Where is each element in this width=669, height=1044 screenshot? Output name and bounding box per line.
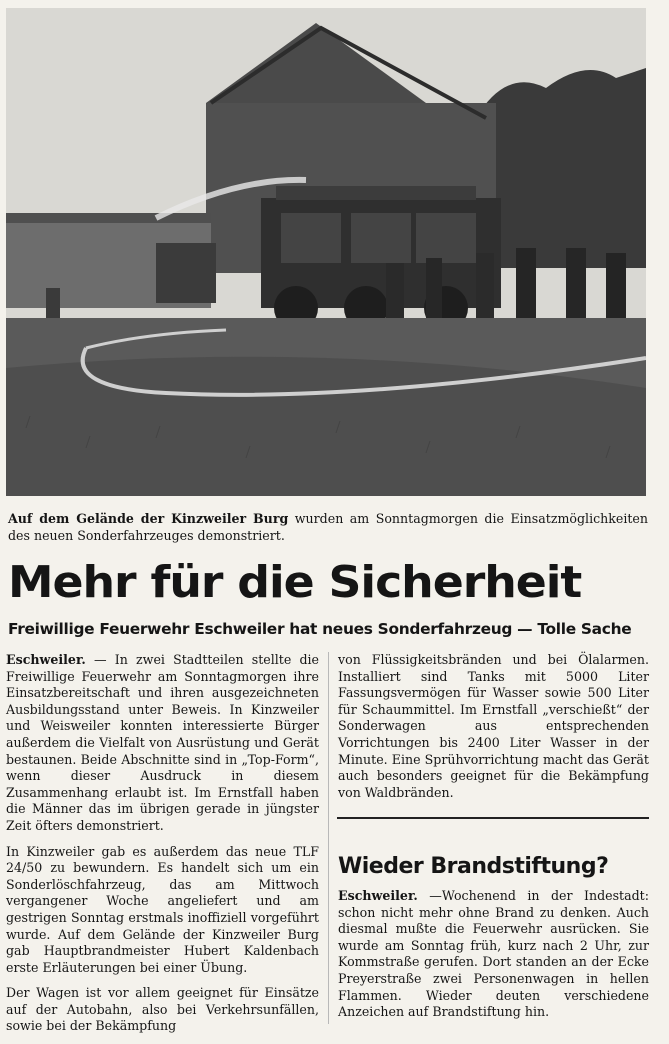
- caption-text: wurden am Sonntagmorgen die Einsatzmöglichkeiten des neuen Sonderfahrzeuges demonstriert.: [8, 511, 648, 543]
- article-photo: [6, 8, 646, 496]
- article-dateline: Eschweiler.: [6, 652, 86, 667]
- article-paragraph: In Kinzweiler gab es außerdem das neue TLF 24/50 zu bewundern. Es handelt sich um ein Sonderlöschfahrzeug, das am Mittwoch vergangener Woche angeliefert und am gestrigen Sonntag erstmals inoffiziell vorgeführt wurde. Auf dem Gelände der Kinzweiler Burg gab Hauptbrandmeister Hubert Kaldenbach erste Erläuterungen bei einer Übung.: [6, 843, 319, 975]
- article-paragraph: von Flüssigkeitsbränden und bei Ölalarmen. Installiert sind Tanks mit 5000 Liter Fassungsvermögen für Wasser sowie 500 Liter für Schaummittel. Im Ernstfall „verschießt“ der Sonderwagen aus entsprechenden Vorrichtungen bis 2400 Liter Wasser in der Minute. Eine Sprühvorrichtung macht das Gerät auch besonders geeignet für die Bekämpfung von Waldbränden.: [338, 652, 649, 800]
- article-column-right: [338, 652, 649, 810]
- sidebar-text: —Wochenend in der Indestadt: schon nicht mehr ohne Brand zu denken. Auch diesmal mußte die Feuerwehr ausrücken. Sie wurde am Sonntag früh, kurz nach 2 Uhr, zur Kommstraße gerufen. Dort standen an der Ecke Preyerstraße zwei Personenwagen in hellen Flammen. Wieder deuten verschiedene Anzeichen auf Brandstiftung hin.: [338, 888, 649, 1020]
- article-headline: Mehr für die Sicherheit: [8, 557, 582, 608]
- article-paragraph: Der Wagen ist vor allem geeignet für Einsätze auf der Autobahn, also bei Verkehrsunfällen, sowie bei der Bekämpfung: [6, 985, 319, 1034]
- article-column-left: [6, 652, 319, 1044]
- article-subheadline: Freiwillige Feuerwehr Eschweiler hat neues Sonderfahrzeug — Tolle Sache: [8, 620, 632, 638]
- photo-caption: [8, 510, 648, 544]
- article-paragraph: Eschweiler. — In zwei Stadtteilen stellte die Freiwillige Feuerwehr am Sonntagmorgen ihre Einsatzbereitschaft und ihren ausgezeichneten Ausbildungsstand unter Beweis. In Kinzweiler und Weisweiler konnten interessierte Bürger außerdem die Vielfalt von Ausrüstung und Gerät bestaunen. Beide Abschnitte sind in „Top-Form“, wenn dieser Ausdruck in diesem Zusammenhang erlaubt ist. Im Ernstfall haben die Männer das im übrigen gerade in jüngster Zeit öfters demonstriert.: [6, 652, 319, 833]
- caption-bold: Auf dem Gelände der Kinzweiler Burg: [8, 511, 289, 526]
- sidebar-headline: Wieder Brandstiftung?: [338, 854, 609, 879]
- section-rule: [337, 817, 649, 819]
- sidebar-body: [338, 888, 649, 1021]
- column-divider: [328, 652, 329, 1024]
- sidebar-dateline: Eschweiler.: [338, 888, 418, 903]
